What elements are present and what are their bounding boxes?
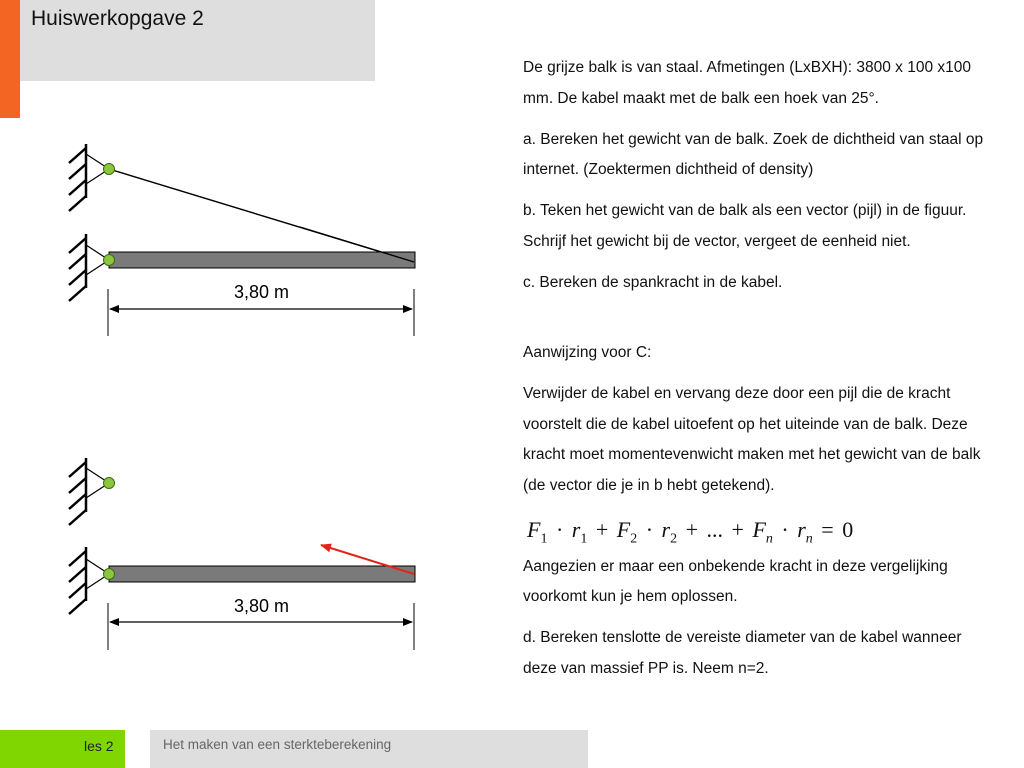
question-b: b. Teken het gewicht van de balk als een vector (pijl) in de figuur. Schrijf het gewicht bij de vector, vergeet de eenheid niet. (523, 202, 967, 250)
footer-title-box (150, 730, 588, 768)
dimension-label-bottom: 3,80 m (234, 596, 290, 616)
question-c: c. Bereken de spankracht in de kabel. (523, 273, 783, 291)
question-a: a. Bereken het gewicht van de balk. Zoek de dichtheid van staal op internet. (Zoektermen dichtheid of density) (523, 130, 984, 178)
wall-support-lower-1 (69, 234, 109, 301)
moment-equilibrium-formula: $F_1 \cdot r_1 + F_2 \cdot r_2$ + ... + $F_n \cdot r_n = 0$ (527, 516, 854, 546)
dimension-label-top: 3,80 m (234, 282, 290, 302)
cable-anchor-joint (104, 164, 115, 175)
solve-note: Aangezien er maar een onbekende kracht in deze vergelijking voorkomt kun je hem oplossen. (523, 557, 948, 605)
beam-hinge-joint-2 (104, 569, 115, 580)
slide-title: Huiswerkopgave 2 (31, 7, 204, 30)
wall-support-lower-2 (69, 547, 109, 614)
footer-course-title: Het maken van een sterkteberekening (163, 737, 392, 752)
assignment-text (523, 53, 993, 695)
cable-anchor-joint-2 (104, 478, 115, 489)
wall-support-upper-1 (69, 144, 109, 211)
hint-text: Verwijder de kabel en vervang deze door een pijl die de kracht voorstelt die de kabel uitoefent op het uiteinde van de balk. Deze kracht moet momentevenwicht maken met het gewicht van de balk (de vector die je in b hebt getekend). (523, 385, 981, 494)
wall-support-upper-2 (69, 458, 109, 525)
beam-figure (0, 0, 520, 730)
hint-heading: Aanwijzing voor C: (523, 344, 652, 361)
steel-beam (109, 252, 415, 268)
steel-beam-2 (109, 566, 415, 582)
footer-lesson-label: les 2 (84, 738, 114, 754)
paragraph-intro: De grijze balk is van staal. Afmetingen (LxBXH): 3800 x 100 x100 mm. De kabel maakt met de balk een hoek van 25°. (523, 59, 972, 107)
beam-hinge-joint (104, 255, 115, 266)
question-d: d. Bereken tenslotte de vereiste diameter van de kabel wanneer deze van massief PP is. Neem n=2. (523, 629, 962, 677)
